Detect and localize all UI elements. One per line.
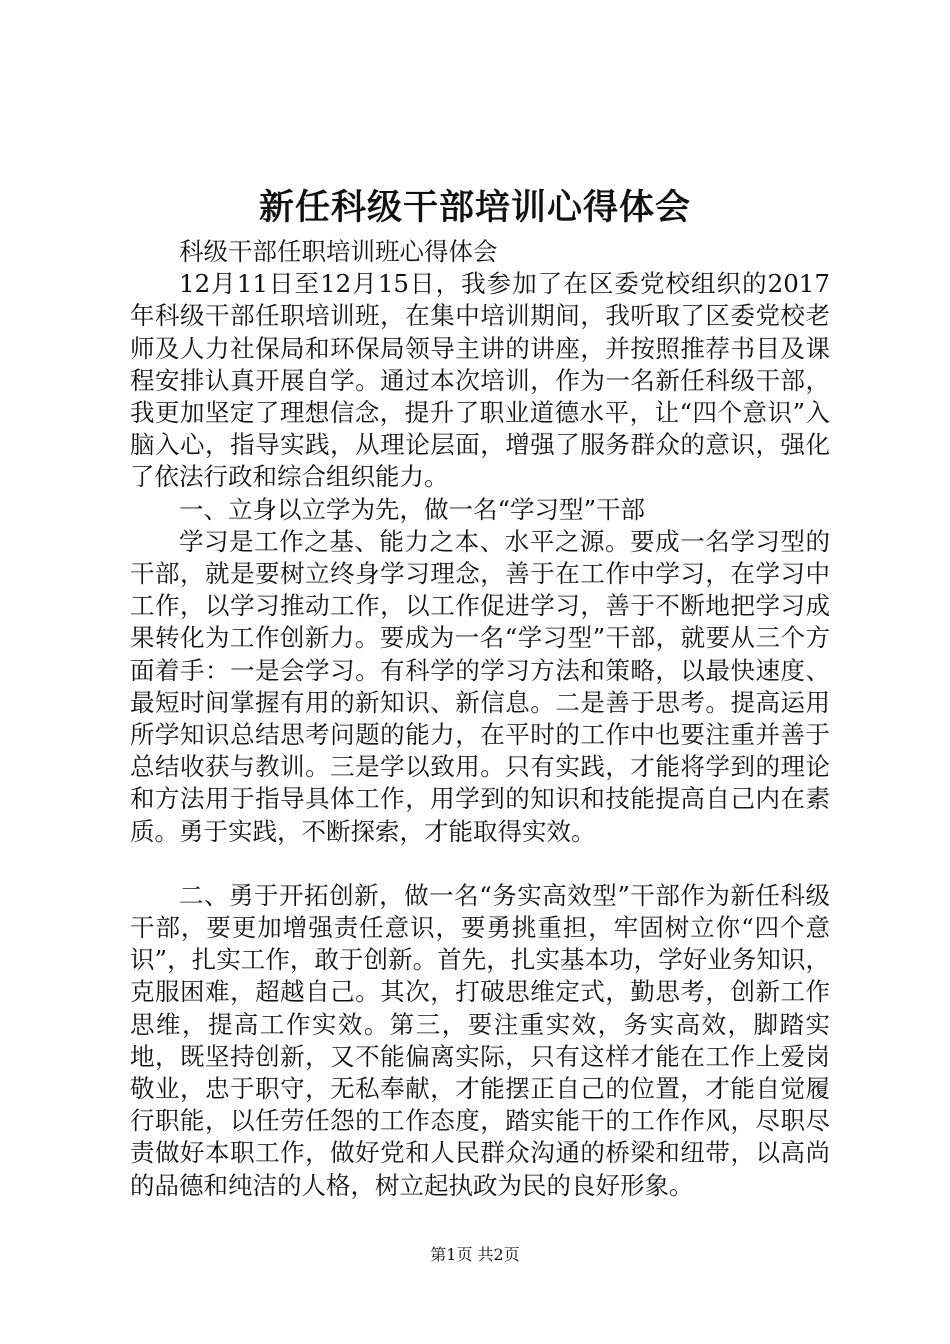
paragraph-section-1: 学习是工作之基、能力之本、水平之源。要成一名学习型的干部，就是要树立终身学习理念，善于在工作中学习，在学习中工作，以学习推动工作，以工作促进学习，善于不断地把学习成果转化为工作创新力。要成为一名“学习型”干部，就要从三个方面着手：一是会学习。有科学的学习方法和策略，以最快速度、最短时间掌握有用的新知识、新信息。二是善于思考。提高运用所学知识总结思考问题的能力，在平时的工作中也要注重并善于总结收获与教训。三是学以致用。只有实践，才能将学到的理论和方法用于指导具体工作，用学到的知识和技能提高自己内在素质。勇于实践，不断探索，才能取得实效。 — [130, 526, 830, 846]
paragraph-subtitle: 科级干部任职培训班心得体会 — [179, 237, 498, 266]
section-heading-1: 一、立身以立学为先，做一名“学习型”干部 — [179, 494, 646, 524]
paragraph-section-2: 二、勇于开拓创新，做一名“务实高效型”干部作为新任科级干部，要更加增强责任意识，要勇挑重担，牢固树立你“四个意识”，扎实工作，敢于创新。首先，扎实基本功，学好业务知识，克服困难，超越自己。其次，打破思维定式，勤思考，创新工作思维，提高工作实效。第三，要注重实效，务实高效，脚踏实地，既坚持创新，又不能偏离实际，只有这样才能在工作上爱岗敬业，忠于职守，无私奉献，才能摆正自己的位置，才能自觉履行职能，以任劳任怨的工作态度，踏实能干的工作作风，尽职尽责做好本职工作，做好党和人民群众沟通的桥梁和纽带，以高尚的品德和纯洁的人格，树立起执政为民的良好形象。 — [130, 880, 830, 1200]
paragraph-intro: 12月11日至12月15日，我参加了在区委党校组织的2017年科级干部任职培训班，在集中培训期间，我听取了区委党校老师及人力社保局和环保局领导主讲的讲座，并按照推荐书目及课程安排认真开展自学。通过本次培训，作为一名新任科级干部，我更加坚定了理想信念，提升了职业道德水平，让“四个意识”入脑入心，指导实践，从理论层面，增强了服务群众的意识，强化了依法行政和综合组织能力。 — [130, 269, 830, 492]
page-title: 新任科级干部培训心得体会 — [258, 187, 691, 228]
document-body — [130, 236, 830, 1202]
page-footer: 第1页 共2页 — [430, 1245, 520, 1264]
